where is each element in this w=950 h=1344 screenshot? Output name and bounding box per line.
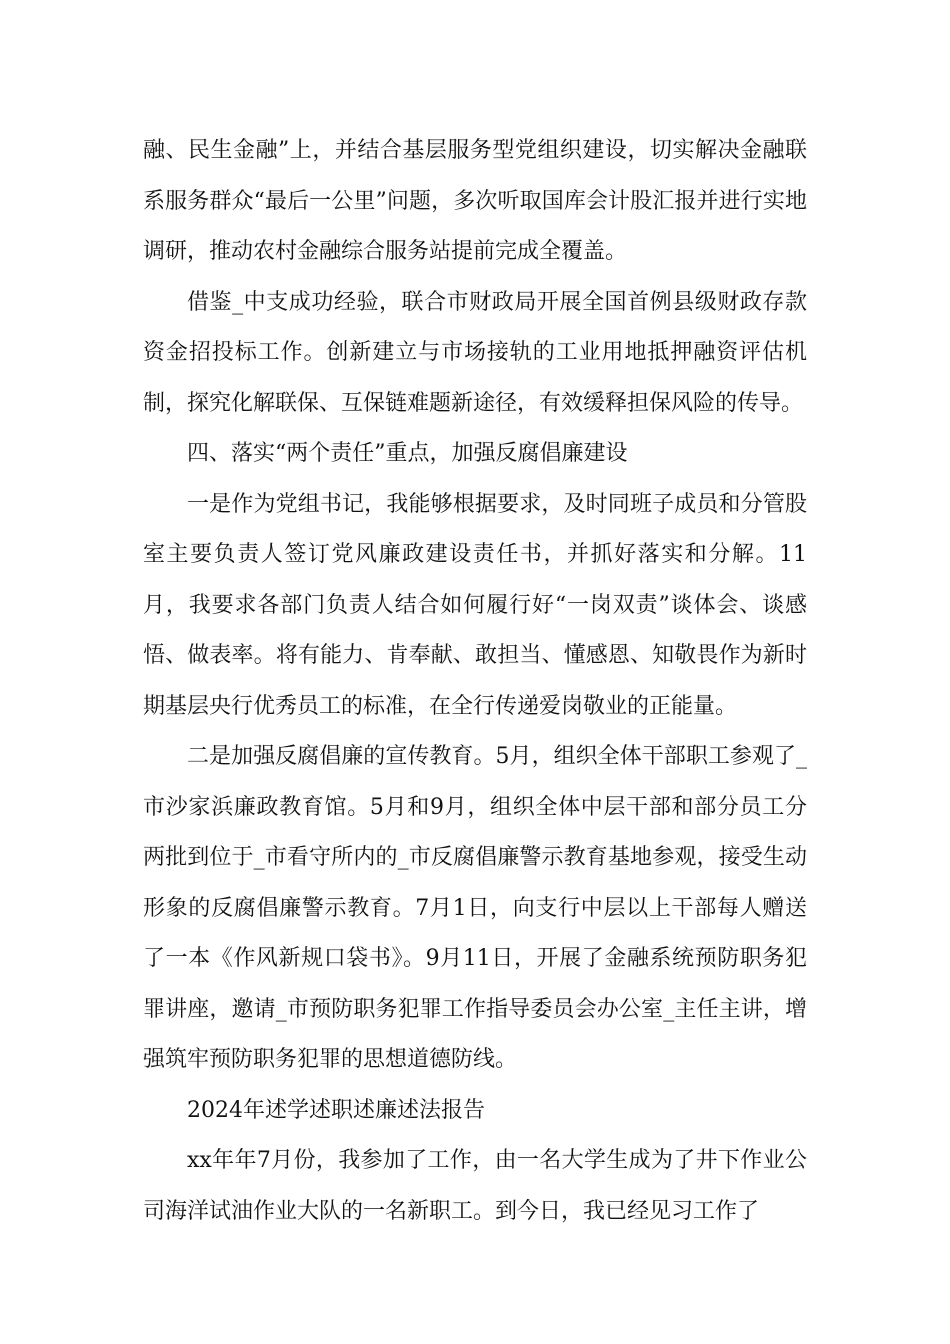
paragraph: 一是作为党组书记，我能够根据要求，及时同班子成员和分管股室主要负责人签订党风廉政建设责任书，并抓好落实和分解。11月，我要求各部门负责人结合如何履行好“一岗双责”谈体会、谈感悟、做表率。将有能力、肯奉献、敢担当、懂感恩、知敬畏作为新时期基层央行优秀员工的标准，在全行传递爱岗敬业的正能量。 — [143, 491, 807, 719]
paragraph: xx年年7月份，我参加了工作，由一名大学生成为了井下作业公司海洋试油作业大队的一名新职工。到今日，我已经见习工作了 — [143, 1148, 807, 1224]
paragraph-continuation: 融、民生金融”上，并结合基层服务型党组织建设，切实解决金融联系服务群众“最后一公里”问题，多次听取国库会计股汇报并进行实地调研，推动农村金融综合服务站提前完成全覆盖。 — [143, 138, 807, 264]
paragraph: 二是加强反腐倡廉的宣传教育。5月，组织全体干部职工参观了_市沙家浜廉政教育馆。5月和9月，组织全体中层干部和部分员工分两批到位于_市看守所内的_市反腐倡廉警示教育基地参观，接受生动形象的反腐倡廉警示教育。7月1日，向支行中层以上干部每人赠送了一本《作风新规口袋书》。9月11日，开展了金融系统预防职务犯罪讲座，邀请_市预防职务犯罪工作指导委员会办公室_主任主讲，增强筑牢预防职务犯罪的思想道德防线。 — [143, 744, 807, 1072]
section-heading: 四、落实“两个责任”重点，加强反腐倡廉建设 — [187, 441, 628, 466]
report-title: 2024年述学述职述廉述法报告 — [187, 1097, 485, 1123]
document-body — [143, 126, 807, 1237]
paragraph: 借鉴_中支成功经验，联合市财政局开展全国首例县级财政存款资金招投标工作。创新建立与市场接轨的工业用地抵押融资评估机制，探究化解联保、互保链难题新途径，有效缓释担保风险的传导。 — [143, 289, 807, 416]
